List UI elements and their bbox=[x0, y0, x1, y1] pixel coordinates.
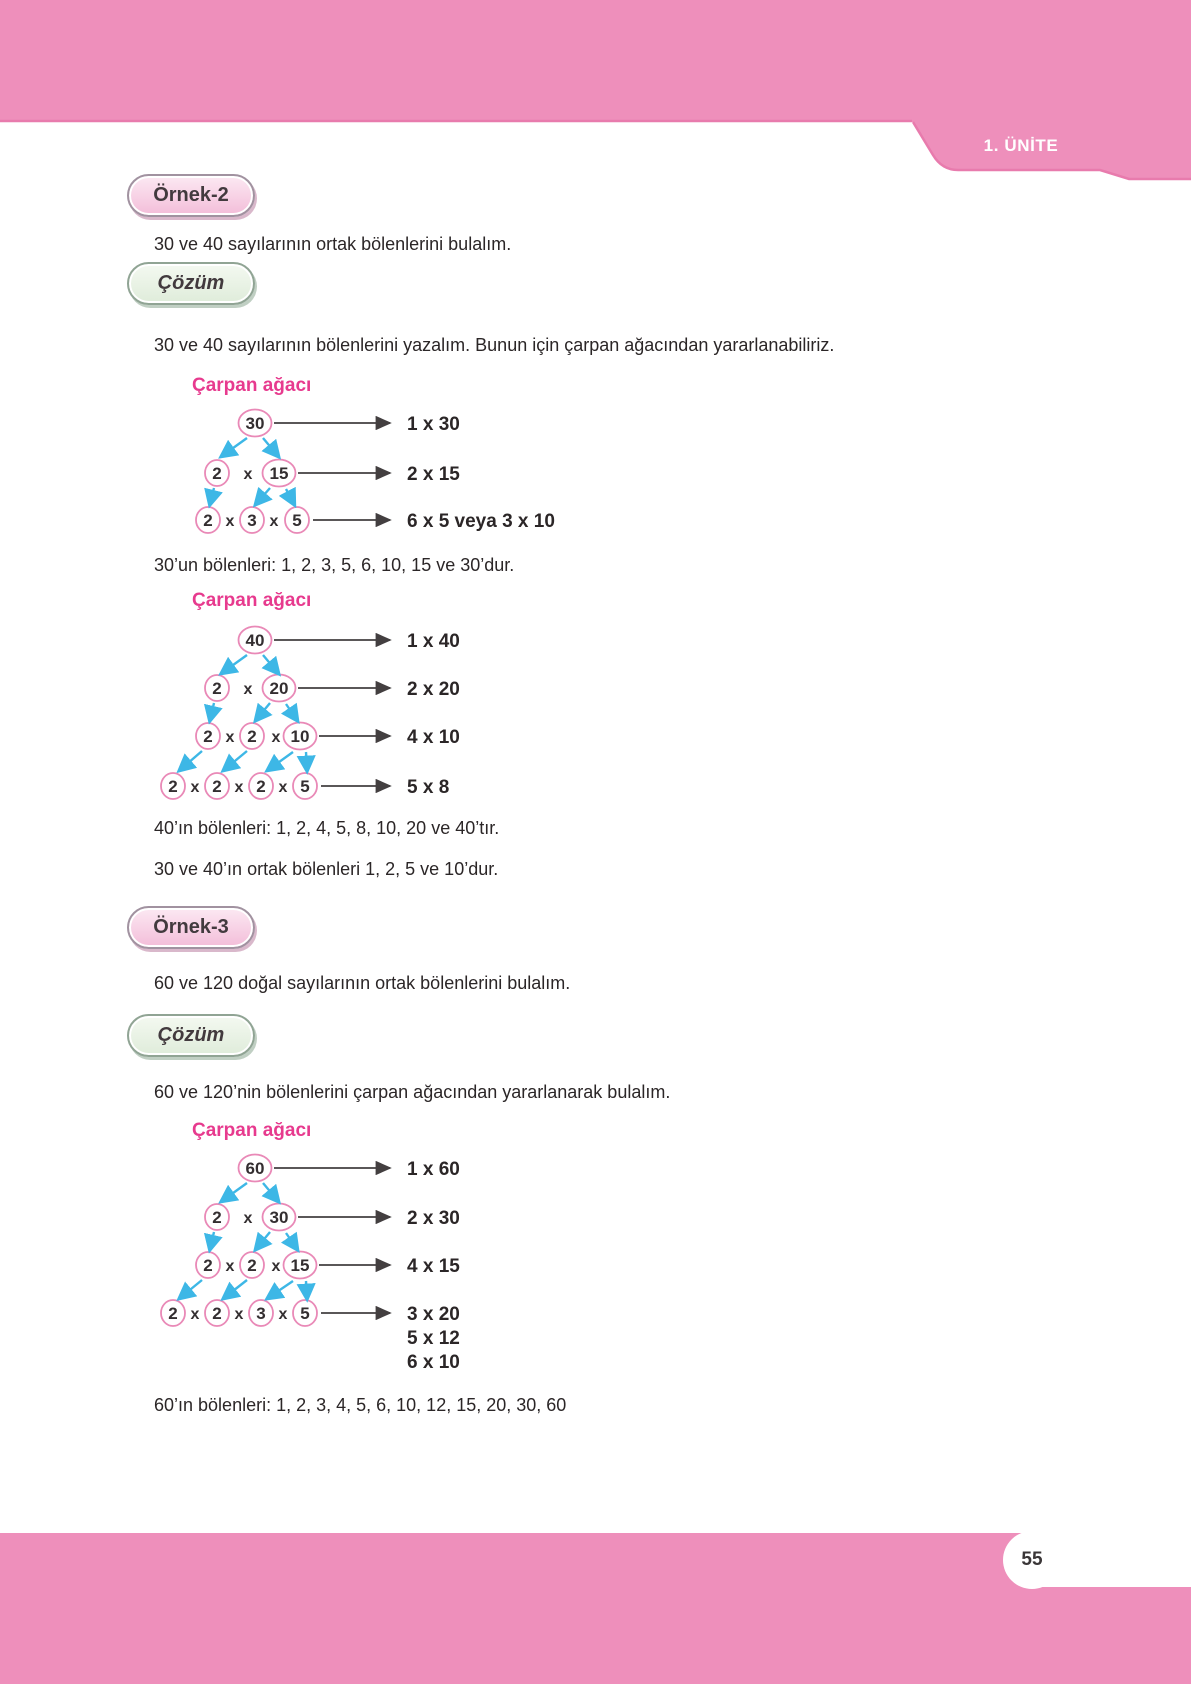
tree30-title: Çarpan ağacı bbox=[192, 375, 312, 396]
example3-solution-intro: 60 ve 120’nin bölenlerini çarpan ağacından yararlanarak bulalım. bbox=[154, 1082, 671, 1102]
tree-result: 3 x 20 bbox=[407, 1304, 460, 1325]
tree-node: 40 bbox=[245, 631, 265, 650]
branch-arrow-icon bbox=[180, 1280, 202, 1298]
factor-tree-30 bbox=[196, 410, 555, 534]
branch-arrow-icon bbox=[224, 1280, 247, 1298]
tree-node: 2 bbox=[212, 777, 222, 796]
tree-result-extra: 6 x 10 bbox=[407, 1352, 460, 1373]
unit-label: 1. ÜNİTE bbox=[983, 136, 1059, 155]
tree60-title: Çarpan ağacı bbox=[192, 1120, 312, 1141]
divisors-30-line: 30’un bölenleri: 1, 2, 3, 5, 6, 10, 15 ve 30’dur. bbox=[154, 555, 515, 575]
example3-problem: 60 ve 120 doğal sayılarının ortak bölenlerini bulalım. bbox=[154, 973, 571, 993]
tree-node: 5 bbox=[300, 1304, 310, 1323]
branch-arrow-icon bbox=[222, 438, 247, 456]
tree-node: 3 bbox=[256, 1304, 266, 1323]
tree-result: 5 x 8 bbox=[407, 777, 450, 798]
tree-result: 2 x 20 bbox=[407, 679, 460, 700]
tree-result: 1 x 40 bbox=[407, 631, 460, 652]
times-sign: x bbox=[278, 779, 288, 796]
times-sign: x bbox=[225, 1258, 235, 1275]
tree-node: 2 bbox=[212, 464, 222, 483]
example3-solution-badge-label: Çözüm bbox=[157, 1024, 225, 1046]
branch-arrow-icon bbox=[306, 752, 307, 770]
tree-result: 4 x 15 bbox=[407, 1256, 460, 1277]
tree-node: 30 bbox=[269, 1208, 289, 1227]
example2-problem: 30 ve 40 sayılarının ortak bölenlerini bulalım. bbox=[154, 234, 512, 254]
branch-arrow-icon bbox=[256, 488, 270, 504]
tree-node: 10 bbox=[290, 727, 310, 746]
times-sign: x bbox=[269, 513, 279, 530]
tree-node: 15 bbox=[269, 464, 289, 483]
branch-arrow-icon bbox=[222, 1183, 247, 1201]
branch-arrow-icon bbox=[286, 704, 297, 720]
tree-node: 30 bbox=[245, 414, 265, 433]
divisors-40-line: 40’ın bölenleri: 1, 2, 4, 5, 8, 10, 20 ve 40’tır. bbox=[154, 818, 500, 838]
page-number-badge bbox=[1003, 1531, 1061, 1589]
tree-node: 5 bbox=[300, 777, 310, 796]
tree-result: 6 x 5 veya 3 x 10 bbox=[407, 511, 555, 532]
tree-node: 2 bbox=[203, 511, 213, 530]
example2-solution-badge-label: Çözüm bbox=[157, 272, 225, 294]
tree-node: 2 bbox=[212, 1208, 222, 1227]
tree-result: 1 x 30 bbox=[407, 414, 460, 435]
times-sign: x bbox=[243, 681, 253, 698]
page-number: 55 bbox=[1021, 1549, 1043, 1570]
times-sign: x bbox=[243, 466, 253, 483]
times-sign: x bbox=[234, 1306, 244, 1323]
tree-node: 15 bbox=[290, 1256, 310, 1275]
branch-arrow-icon bbox=[224, 751, 247, 770]
branch-arrow-icon bbox=[222, 655, 247, 673]
factor-tree-40 bbox=[161, 627, 460, 800]
tree-node: 60 bbox=[245, 1159, 265, 1178]
branch-arrow-icon bbox=[180, 751, 202, 770]
tree-result: 2 x 15 bbox=[407, 464, 460, 485]
example2-badge-label: Örnek-2 bbox=[153, 184, 229, 206]
branch-arrow-icon bbox=[256, 703, 270, 720]
common-divisors-line: 30 ve 40’ın ortak bölenleri 1, 2, 5 ve 10’dur. bbox=[154, 859, 499, 879]
tree-node: 2 bbox=[203, 1256, 213, 1275]
times-sign: x bbox=[190, 1306, 200, 1323]
times-sign: x bbox=[225, 729, 235, 746]
tree-node: 3 bbox=[247, 511, 257, 530]
branch-arrow-icon bbox=[286, 489, 294, 504]
tree-node: 2 bbox=[212, 1304, 222, 1323]
branch-arrow-icon bbox=[210, 1232, 214, 1249]
tree-result: 2 x 30 bbox=[407, 1208, 460, 1229]
example2-solution-intro: 30 ve 40 sayılarının bölenlerini yazalım. Bunun için çarpan ağacından yararlanabiliriz. bbox=[154, 335, 835, 355]
tree40-title: Çarpan ağacı bbox=[192, 590, 312, 611]
branch-arrow-icon bbox=[210, 488, 214, 504]
branch-arrow-icon bbox=[286, 1233, 297, 1249]
tree-node: 2 bbox=[247, 727, 257, 746]
tree-result: 4 x 10 bbox=[407, 727, 460, 748]
times-sign: x bbox=[271, 1258, 281, 1275]
times-sign: x bbox=[190, 779, 200, 796]
times-sign: x bbox=[271, 729, 281, 746]
divisors-60-line: 60’ın bölenleri: 1, 2, 3, 4, 5, 6, 10, 12, 15, 20, 30, 60 bbox=[154, 1395, 567, 1415]
branch-arrow-icon bbox=[210, 703, 214, 720]
tree-node: 2 bbox=[168, 1304, 178, 1323]
branch-arrow-icon bbox=[268, 1281, 293, 1298]
tree-node: 2 bbox=[168, 777, 178, 796]
times-sign: x bbox=[234, 779, 244, 796]
times-sign: x bbox=[278, 1306, 288, 1323]
branch-arrow-icon bbox=[263, 438, 278, 456]
tree-node: 2 bbox=[247, 1256, 257, 1275]
tree-node: 20 bbox=[269, 679, 289, 698]
times-sign: x bbox=[243, 1210, 253, 1227]
tree-node: 5 bbox=[292, 511, 302, 530]
example3-badge-label: Örnek-3 bbox=[153, 916, 229, 938]
branch-arrow-icon bbox=[268, 752, 293, 770]
branch-arrow-icon bbox=[263, 655, 278, 673]
tree-node: 2 bbox=[203, 727, 213, 746]
tree-node: 2 bbox=[256, 777, 266, 796]
tree-result-extra: 5 x 12 bbox=[407, 1328, 460, 1349]
tree-node: 2 bbox=[212, 679, 222, 698]
times-sign: x bbox=[225, 513, 235, 530]
branch-arrow-icon bbox=[256, 1232, 270, 1249]
factor-tree-60 bbox=[161, 1155, 460, 1374]
branch-arrow-icon bbox=[263, 1183, 278, 1201]
tree-result: 1 x 60 bbox=[407, 1159, 460, 1180]
branch-arrow-icon bbox=[306, 1281, 307, 1298]
